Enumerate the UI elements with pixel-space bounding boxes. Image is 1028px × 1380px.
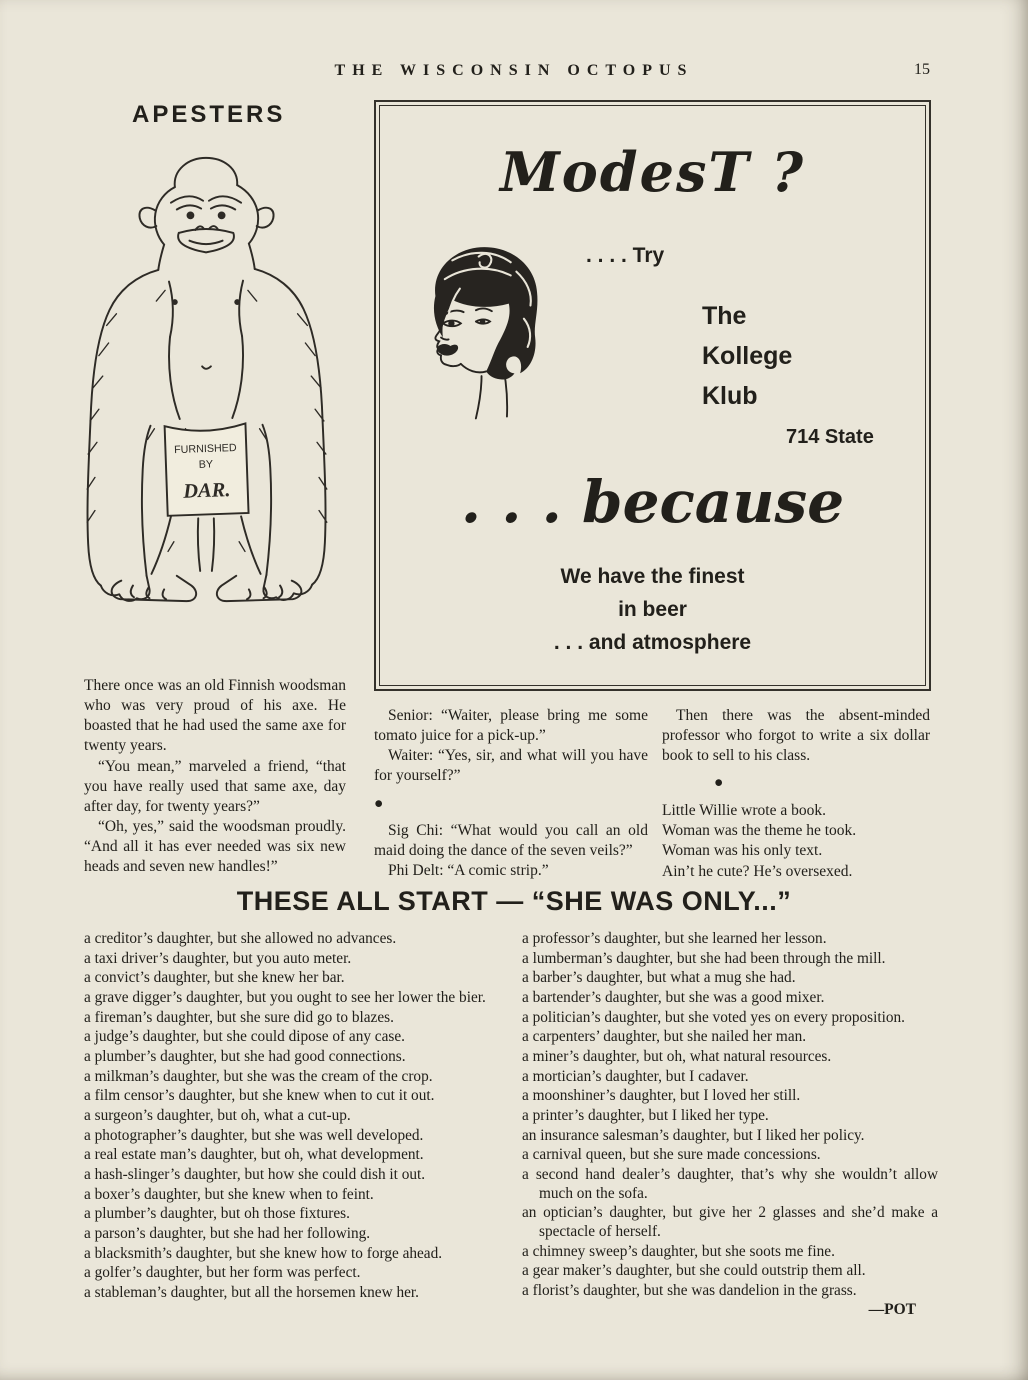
ad-frame — [379, 105, 926, 686]
ad-tagline-3: . . . and atmosphere — [553, 631, 752, 654]
ad-venue-line-2: Kollege — [702, 342, 793, 370]
list-item: a creditor’s daughter, but she allowed no advances. — [84, 930, 397, 947]
joke-paragraph: Sig Chi: “What would you call an old maid doing the dance of the seven veils?” — [374, 821, 648, 859]
list-item: a moonshiner’s daughter, but I loved her still. — [522, 1087, 801, 1105]
ad-address: 714 State — [786, 426, 874, 448]
poem-line: Woman was his only text. — [662, 842, 823, 860]
list-item: a golfer’s daughter, but her form was perfect. — [84, 1264, 361, 1282]
list-item: a milkman’s daughter, but she was the cream of the crop. — [84, 1067, 433, 1085]
list-item: a judge’s daughter, but she could dipose of any case. — [84, 1028, 405, 1046]
sign-line-2: BY — [198, 458, 214, 471]
story-paragraph: There once was an old Finnish woodsman who was very proud of his axe. He boasted that he had used the same axe for twenty years. — [84, 677, 346, 755]
list-item: a photographer’s daughter, but she was well developed. — [84, 1126, 424, 1144]
joke-paragraph: Senior: “Waiter, please bring me some tomato juice for a pick-up.” — [374, 707, 648, 745]
bullet-separator: ● — [714, 774, 724, 792]
list-item: a carnival queen, but she sure made concessions. — [522, 1146, 821, 1164]
list-item: a barber’s daughter, but what a mug she had. — [522, 969, 796, 987]
list-item: a chimney sweep’s daughter, but she soots me fine. — [522, 1242, 835, 1260]
ad-venue-name — [702, 296, 792, 416]
jokes-column-right — [662, 706, 930, 882]
list-item: an optician’s daughter, but give her 2 glasses and she’d make a spectacle of herself. — [522, 1204, 938, 1240]
ad-venue-line-3: Klub — [702, 382, 758, 410]
publication-title: THE WISCONSIN OCTOPUS — [334, 62, 694, 79]
ad-tagline-2: in beer — [618, 598, 687, 621]
gorilla-cartoon — [56, 136, 358, 624]
list-item: a parson’s daughter, but she had her following. — [84, 1224, 371, 1242]
apesters-heading: APESTERS — [132, 101, 286, 128]
list-item: a professor’s daughter, but she learned her lesson. — [522, 930, 827, 947]
joke-paragraph: Phi Delt: “A comic strip.” — [388, 861, 549, 879]
author-signature: —POT — [868, 1301, 916, 1319]
list-item: a boxer’s daughter, but she knew when to feint. — [84, 1185, 374, 1203]
poem-line: Woman was the theme he took. — [662, 822, 857, 840]
list-item: a blacksmith’s daughter, but she knew how to forge ahead. — [84, 1244, 443, 1262]
list-item: a plumber’s daughter, but she had good connections. — [84, 1047, 406, 1065]
list-item: a miner’s daughter, but oh, what natural resources. — [522, 1047, 832, 1065]
list-item: a film censor’s daughter, but she knew when to cut it out. — [84, 1087, 435, 1105]
jokes-column-middle — [374, 706, 648, 881]
right-list-items — [522, 930, 938, 1300]
woman-illustration — [394, 236, 554, 456]
joke-paragraph: Waiter: “Yes, sir, and what will you have for yourself?” — [374, 747, 648, 785]
poem-line: Little Willie wrote a book. — [662, 801, 826, 819]
page-number: 15 — [914, 61, 930, 78]
she-was-only-heading: THESE ALL START — “SHE WAS ONLY...” — [236, 886, 792, 916]
list-item: a politician’s daughter, but she voted yes on every proposition. — [522, 1008, 906, 1026]
joke-paragraph: Then there was the absent-minded professor who forgot to write a six dollar book to sell to his class. — [662, 707, 930, 765]
ad-tagline — [380, 560, 925, 659]
sign-line-3: DAR. — [182, 479, 231, 503]
ad-venue-line-1: The — [702, 302, 747, 330]
list-item: a lumberman’s daughter, but she had been through the mill. — [522, 949, 886, 967]
list-item: a plumber’s daughter, but oh those fixtures. — [84, 1205, 350, 1223]
kollege-klub-ad — [374, 100, 931, 691]
list-item: a mortician’s daughter, but I cadaver. — [522, 1067, 749, 1085]
ad-tagline-1: We have the finest — [560, 565, 745, 588]
dar-sign — [165, 423, 249, 515]
list-item: a carpenters’ daughter, but she nailed her man. — [522, 1028, 807, 1046]
list-item: a fireman’s daughter, but she sure did go to blazes. — [84, 1008, 394, 1026]
list-item: a surgeon’s daughter, but oh, what a cut-up. — [84, 1106, 351, 1124]
list-item: a florist’s daughter, but she was dandelion in the grass. — [522, 1281, 857, 1299]
list-item: a hash-slinger’s daughter, but how she could dish it out. — [84, 1165, 426, 1183]
ad-try-line: . . . . Try — [586, 244, 665, 267]
bullet-separator: ● — [374, 794, 384, 812]
little-willie-poem — [662, 801, 930, 883]
list-item: a convict’s daughter, but she knew her bar. — [84, 969, 345, 987]
sign-line-1: FURNISHED — [173, 442, 237, 457]
she-was-only-left-list — [84, 930, 498, 1303]
list-item: a taxi driver’s daughter, but you auto meter. — [84, 949, 352, 967]
poem-line: Ain’t he cute? He’s oversexed. — [662, 862, 853, 880]
list-item: a grave digger’s daughter, but you ought to see her lower the bier. — [84, 988, 486, 1006]
list-item: a second hand dealer’s daughter, that’s why she wouldn’t allow much on the sofa. — [522, 1165, 938, 1202]
woodsman-story — [84, 676, 346, 877]
ad-headline: ModesT ? — [500, 140, 805, 204]
list-item: a stableman’s daughter, but all the horsemen knew her. — [84, 1283, 419, 1301]
she-was-only-right-list — [522, 930, 938, 1319]
list-item: a printer’s daughter, but I liked her type. — [522, 1106, 769, 1124]
list-item: a bartender’s daughter, but she was a good mixer. — [522, 988, 825, 1006]
list-item: a real estate man’s daughter, but oh, what development. — [84, 1146, 424, 1164]
story-paragraph: “Oh, yes,” said the woodsman proudly. “And all it has ever needed was six new heads and seven new handles!” — [84, 817, 346, 876]
story-paragraph: “You mean,” marveled a friend, “that you have really used that same axe, day after day, for twenty years?” — [84, 757, 346, 815]
list-item: a gear maker’s daughter, but she could outstrip them all. — [522, 1262, 866, 1280]
ad-because: . . . because — [460, 468, 845, 536]
list-item: an insurance salesman’s daughter, but I liked her policy. — [522, 1126, 865, 1144]
